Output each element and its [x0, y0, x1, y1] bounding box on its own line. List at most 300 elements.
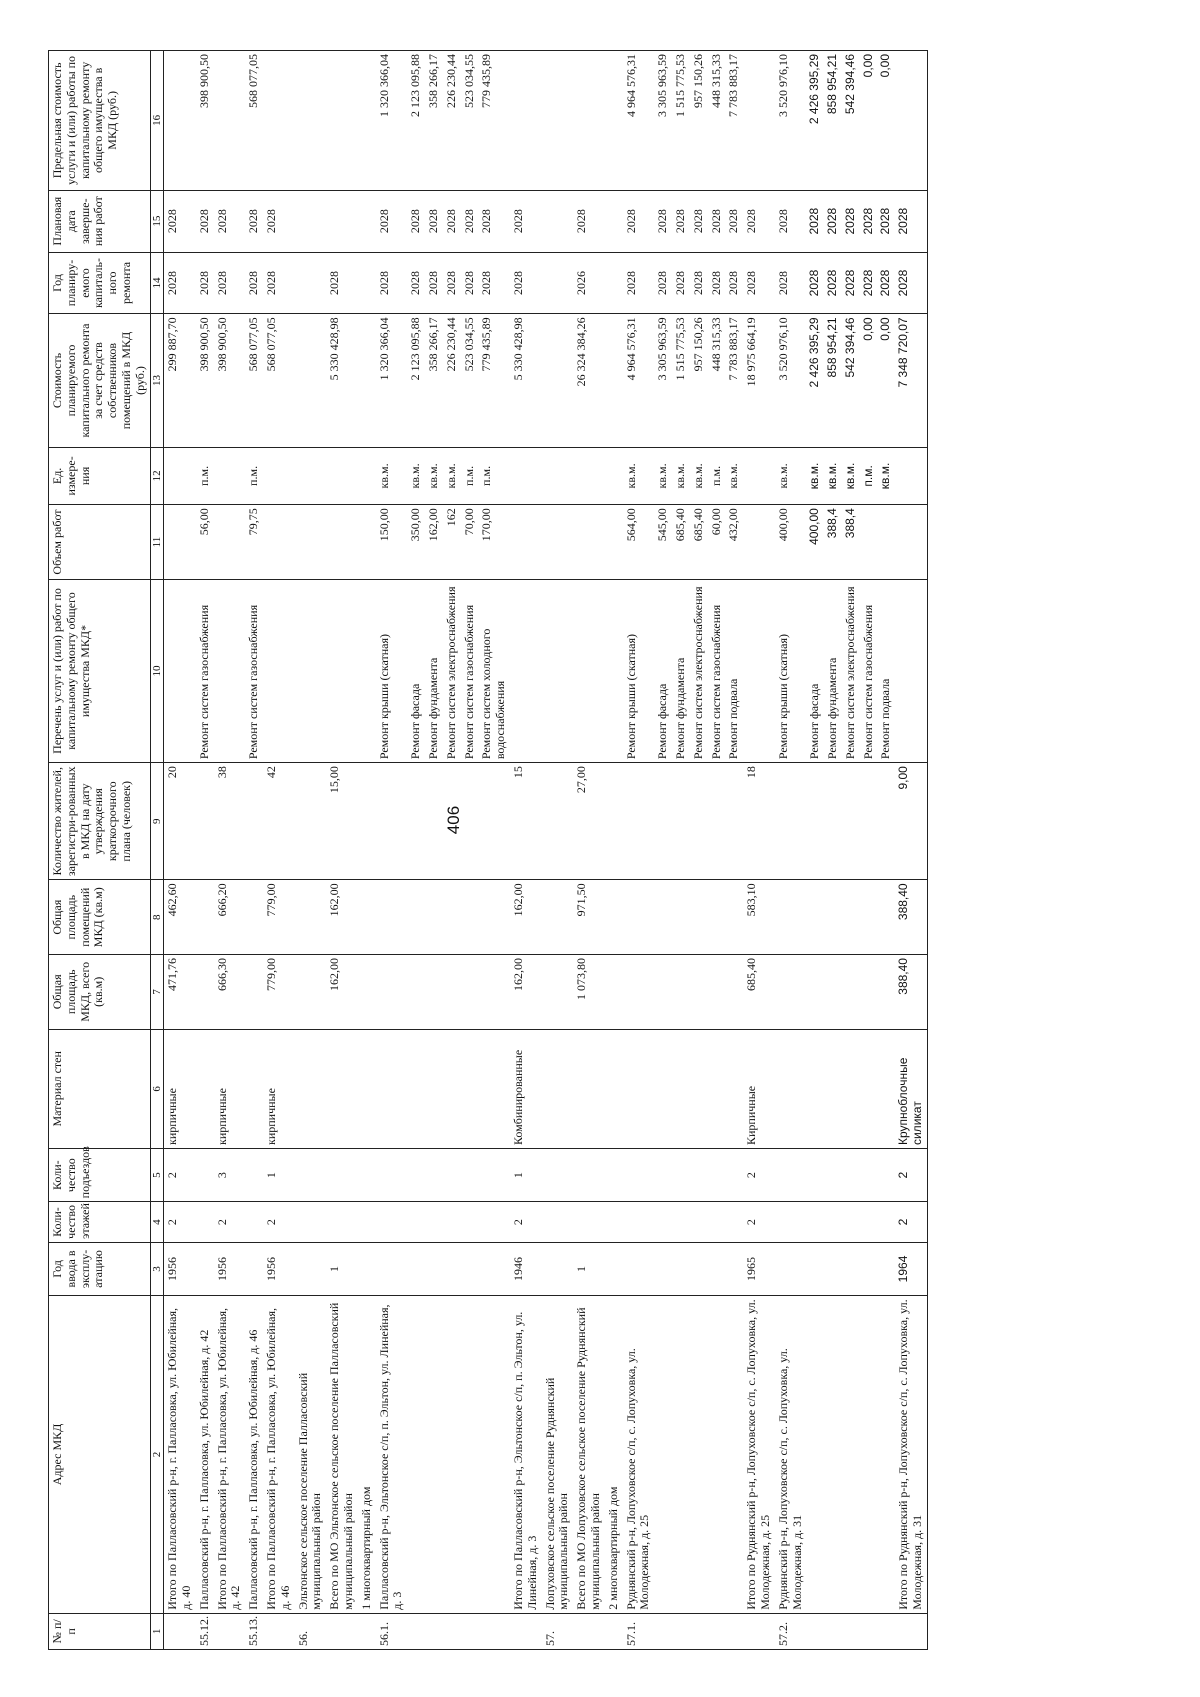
- wall-material: [708, 1029, 726, 1148]
- address-cell: Итого по Палласовский р-н, Эльтонское с/п, п. Эльтон, ул. Линейная, д. 3: [510, 1296, 542, 1614]
- column-number: 9: [150, 763, 164, 880]
- work-type: [295, 579, 327, 762]
- planned-cost: 398 900,50: [214, 314, 246, 447]
- row-number: [860, 1613, 878, 1649]
- unit: п.м.: [461, 447, 479, 505]
- row-number: [407, 1613, 425, 1649]
- completion-date: [326, 190, 358, 252]
- cost-limit: 1 320 366,04: [376, 51, 408, 191]
- work-type: Ремонт систем газоснабжения: [196, 579, 214, 762]
- planned-year: 2028: [690, 252, 708, 314]
- table-row: [573, 51, 605, 1650]
- column-header: Количество жителей, зарегистри-рованных в МКД на дату утверждения краткосрочного плана (человек): [49, 763, 151, 880]
- residents-count: [708, 763, 726, 880]
- row-number: [690, 1613, 708, 1649]
- entrances-count: [245, 1149, 263, 1202]
- wall-material: [690, 1029, 708, 1148]
- entrances-count: [842, 1149, 860, 1202]
- premises-area: [775, 880, 807, 955]
- table-row: [708, 51, 726, 1650]
- residents-count: [196, 763, 214, 880]
- address-cell: 2 многоквартирный дом: [605, 1296, 623, 1614]
- floors-count: [461, 1202, 479, 1243]
- total-area: [542, 955, 574, 1030]
- premises-area: [245, 880, 263, 955]
- work-volume: 170,00: [478, 505, 510, 580]
- planned-cost: [605, 314, 623, 447]
- wall-material: кирпичные: [164, 1029, 196, 1148]
- row-number: [672, 1613, 690, 1649]
- floors-count: [623, 1202, 655, 1243]
- floors-count: [860, 1202, 878, 1243]
- year-built: [376, 1242, 408, 1295]
- work-type: [358, 579, 376, 762]
- planned-cost: 26 324 384,26: [573, 314, 605, 447]
- entrances-count: 1: [263, 1149, 295, 1202]
- address-cell: Итого по Палласовский р-н, г. Палласовка, ул. Юбилейная, д. 42: [214, 1296, 246, 1614]
- unit: кв.м.: [690, 447, 708, 505]
- work-volume: [263, 505, 295, 580]
- cost-limit: [214, 51, 246, 191]
- floors-count: [842, 1202, 860, 1243]
- entrances-count: [376, 1149, 408, 1202]
- cost-limit: [164, 51, 196, 191]
- column-number: 4: [150, 1202, 164, 1243]
- planned-cost: [295, 314, 327, 447]
- planned-cost: 523 034,55: [461, 314, 479, 447]
- row-number: 56.1.: [376, 1613, 408, 1649]
- planned-year: 2028: [672, 252, 690, 314]
- wall-material: кирпичные: [214, 1029, 246, 1148]
- planned-cost: 542 394,46: [842, 314, 860, 447]
- premises-area: [425, 880, 443, 955]
- work-volume: 432,00: [725, 505, 743, 580]
- completion-date: 2028: [164, 190, 196, 252]
- residents-count: [877, 763, 895, 880]
- entrances-count: 3: [214, 1149, 246, 1202]
- floors-count: [708, 1202, 726, 1243]
- table-row: [478, 51, 510, 1650]
- work-volume: 388,4: [824, 505, 842, 580]
- planned-year: 2028: [425, 252, 443, 314]
- premises-area: [654, 880, 672, 955]
- planned-cost: 4 964 576,31: [623, 314, 655, 447]
- work-type: Ремонт систем холодного водоснабжения: [478, 579, 510, 762]
- wall-material: кирпичные: [263, 1029, 295, 1148]
- entrances-count: [775, 1149, 807, 1202]
- address-cell: Палласовский р-н, г. Палласовка, ул. Юбилейная, д. 46: [245, 1296, 263, 1614]
- work-volume: 564,00: [623, 505, 655, 580]
- planned-year: 2028: [510, 252, 542, 314]
- unit: [295, 447, 327, 505]
- wall-material: [407, 1029, 425, 1148]
- unit: кв.м.: [407, 447, 425, 505]
- total-area: 388,40: [895, 955, 927, 1030]
- column-number: 15: [150, 190, 164, 252]
- work-volume: 56,00: [196, 505, 214, 580]
- work-type: Ремонт систем электроснабжения: [690, 579, 708, 762]
- table-row: [263, 51, 295, 1650]
- residents-count: [672, 763, 690, 880]
- unit: п.м.: [478, 447, 510, 505]
- work-volume: [542, 505, 574, 580]
- address-cell: [690, 1296, 708, 1614]
- completion-date: 2028: [407, 190, 425, 252]
- work-type: Ремонт подвала: [877, 579, 895, 762]
- cost-limit: 1 515 775,53: [672, 51, 690, 191]
- unit: п.м.: [196, 447, 214, 505]
- wall-material: [842, 1029, 860, 1148]
- work-type: Ремонт систем электроснабжения: [443, 579, 461, 762]
- residents-count: [690, 763, 708, 880]
- address-cell: Руднянский р-н, Лопуховское с/п, с. Лопуховка, ул. Молодежная, д. 25: [623, 1296, 655, 1614]
- cost-limit: [573, 51, 605, 191]
- row-number: [743, 1613, 775, 1649]
- address-cell: 1 многоквартирный дом: [358, 1296, 376, 1614]
- work-volume: 350,00: [407, 505, 425, 580]
- wall-material: Кирпичные: [743, 1029, 775, 1148]
- cost-limit: [510, 51, 542, 191]
- entrances-count: [295, 1149, 327, 1202]
- planned-cost: 0,00: [860, 314, 878, 447]
- total-area: [708, 955, 726, 1030]
- address-cell: [654, 1296, 672, 1614]
- premises-area: 583,10: [743, 880, 775, 955]
- column-header: Объем работ: [49, 505, 151, 580]
- planned-year: 2028: [376, 252, 408, 314]
- wall-material: [461, 1029, 479, 1148]
- total-area: [245, 955, 263, 1030]
- row-number: 57.2.: [775, 1613, 807, 1649]
- wall-material: [542, 1029, 574, 1148]
- planned-year: [605, 252, 623, 314]
- work-type: Ремонт систем газоснабжения: [708, 579, 726, 762]
- premises-area: [196, 880, 214, 955]
- table-row: [443, 51, 461, 1650]
- row-number: 55.12.: [196, 1613, 214, 1649]
- unit: кв.м.: [725, 447, 743, 505]
- table-row: [842, 51, 860, 1650]
- year-built: [860, 1242, 878, 1295]
- year-built: 1946: [510, 1242, 542, 1295]
- work-volume: [877, 505, 895, 580]
- cost-limit: 3 520 976,10: [775, 51, 807, 191]
- table-row: [806, 51, 824, 1650]
- row-number: [164, 1613, 196, 1649]
- premises-area: [725, 880, 743, 955]
- entrances-count: [478, 1149, 510, 1202]
- cost-limit: [743, 51, 775, 191]
- cost-limit: 3 305 963,59: [654, 51, 672, 191]
- year-built: [425, 1242, 443, 1295]
- floors-count: [806, 1202, 824, 1243]
- completion-date: 2028: [775, 190, 807, 252]
- residents-count: [860, 763, 878, 880]
- total-area: [358, 955, 376, 1030]
- column-header: Общая площадь помещений МКД (кв.м): [49, 880, 151, 955]
- row-number: [605, 1613, 623, 1649]
- unit: [214, 447, 246, 505]
- cost-limit: 779 435,89: [478, 51, 510, 191]
- entrances-count: [860, 1149, 878, 1202]
- planned-cost: 3 520 976,10: [775, 314, 807, 447]
- cost-limit: [263, 51, 295, 191]
- unit: кв.м.: [877, 447, 895, 505]
- work-volume: 162: [443, 505, 461, 580]
- work-type: [510, 579, 542, 762]
- row-number: [573, 1613, 605, 1649]
- wall-material: [295, 1029, 327, 1148]
- floors-count: 2: [263, 1202, 295, 1243]
- wall-material: [478, 1029, 510, 1148]
- total-area: [376, 955, 408, 1030]
- premises-area: [806, 880, 824, 955]
- completion-date: [542, 190, 574, 252]
- year-built: [443, 1242, 461, 1295]
- cost-limit: [605, 51, 623, 191]
- completion-date: 2028: [214, 190, 246, 252]
- planned-year: 2028: [708, 252, 726, 314]
- wall-material: Крупноблочные силикат: [895, 1029, 927, 1148]
- row-number: [824, 1613, 842, 1649]
- work-volume: [358, 505, 376, 580]
- table-row: [775, 51, 807, 1650]
- wall-material: [725, 1029, 743, 1148]
- total-area: [654, 955, 672, 1030]
- planned-year: 2028: [407, 252, 425, 314]
- work-type: Ремонт фундамента: [672, 579, 690, 762]
- completion-date: 2028: [443, 190, 461, 252]
- work-volume: 545,00: [654, 505, 672, 580]
- address-cell: [842, 1296, 860, 1614]
- floors-count: [425, 1202, 443, 1243]
- planned-cost: 1 320 366,04: [376, 314, 408, 447]
- work-type: Ремонт систем газоснабжения: [860, 579, 878, 762]
- table-row: [824, 51, 842, 1650]
- year-built: [877, 1242, 895, 1295]
- completion-date: [358, 190, 376, 252]
- address-cell: Лопуховское сельское поселение Руднянский муниципальный район: [542, 1296, 574, 1614]
- premises-area: [690, 880, 708, 955]
- planned-cost: 568 077,05: [245, 314, 263, 447]
- cost-limit: 568 077,05: [245, 51, 263, 191]
- residents-count: 20: [164, 763, 196, 880]
- planned-year: 2028: [263, 252, 295, 314]
- completion-date: 2028: [842, 190, 860, 252]
- wall-material: [824, 1029, 842, 1148]
- completion-date: 2028: [478, 190, 510, 252]
- row-number: [806, 1613, 824, 1649]
- wall-material: [245, 1029, 263, 1148]
- floors-count: [196, 1202, 214, 1243]
- planned-cost: 18 975 664,19: [743, 314, 775, 447]
- premises-area: [860, 880, 878, 955]
- unit: кв.м.: [443, 447, 461, 505]
- column-number: 13: [150, 314, 164, 447]
- work-volume: [164, 505, 196, 580]
- premises-area: [443, 880, 461, 955]
- cost-limit: [295, 51, 327, 191]
- work-type: [895, 579, 927, 762]
- cost-limit: 2 123 095,88: [407, 51, 425, 191]
- residents-count: [725, 763, 743, 880]
- cost-limit: 226 230,44: [443, 51, 461, 191]
- completion-date: 2028: [806, 190, 824, 252]
- table-row: [690, 51, 708, 1650]
- premises-area: [478, 880, 510, 955]
- work-type: Ремонт фасада: [407, 579, 425, 762]
- address-cell: [806, 1296, 824, 1614]
- planned-year: 2028: [443, 252, 461, 314]
- work-volume: 162,00: [425, 505, 443, 580]
- floors-count: [654, 1202, 672, 1243]
- year-built: [295, 1242, 327, 1295]
- total-area: 666,30: [214, 955, 246, 1030]
- column-number: 6: [150, 1029, 164, 1148]
- residents-count: 42: [263, 763, 295, 880]
- column-header: Стоимость планируемого капитального ремонта за счет средств собственников помещений в МКД (руб.): [49, 314, 151, 447]
- premises-area: 162,00: [510, 880, 542, 955]
- planned-cost: [542, 314, 574, 447]
- total-area: [196, 955, 214, 1030]
- floors-count: 2: [164, 1202, 196, 1243]
- completion-date: 2028: [263, 190, 295, 252]
- planned-cost: 858 954,21: [824, 314, 842, 447]
- cost-limit: 448 315,33: [708, 51, 726, 191]
- column-number: 3: [150, 1242, 164, 1295]
- planned-cost: [358, 314, 376, 447]
- planned-cost: 1 515 775,53: [672, 314, 690, 447]
- premises-area: 462,60: [164, 880, 196, 955]
- page-number: 406: [444, 805, 463, 835]
- residents-count: [806, 763, 824, 880]
- total-area: 779,00: [263, 955, 295, 1030]
- year-built: [478, 1242, 510, 1295]
- table-row: [407, 51, 425, 1650]
- work-type: [326, 579, 358, 762]
- row-number: [443, 1613, 461, 1649]
- entrances-count: 1: [510, 1149, 542, 1202]
- cost-limit: 4 964 576,31: [623, 51, 655, 191]
- entrances-count: [443, 1149, 461, 1202]
- premises-area: [824, 880, 842, 955]
- residents-count: [295, 763, 327, 880]
- cost-limit: 398 900,50: [196, 51, 214, 191]
- planned-cost: 2 426 395,29: [806, 314, 824, 447]
- floors-count: [245, 1202, 263, 1243]
- cost-limit: [358, 51, 376, 191]
- total-area: [605, 955, 623, 1030]
- premises-area: [542, 880, 574, 955]
- wall-material: Комбинированные: [510, 1029, 542, 1148]
- residents-count: [358, 763, 376, 880]
- planned-cost: 5 330 428,98: [326, 314, 358, 447]
- planned-year: 2028: [196, 252, 214, 314]
- completion-date: 2028: [708, 190, 726, 252]
- unit: [605, 447, 623, 505]
- entrances-count: [672, 1149, 690, 1202]
- unit: [542, 447, 574, 505]
- planned-cost: 448 315,33: [708, 314, 726, 447]
- column-header: Адрес МКД: [49, 1296, 151, 1614]
- residents-count: 15,00: [326, 763, 358, 880]
- cost-limit: 0,00: [877, 51, 895, 191]
- residents-count: [654, 763, 672, 880]
- planned-cost: 358 266,17: [425, 314, 443, 447]
- total-area: [877, 955, 895, 1030]
- year-built: 1956: [263, 1242, 295, 1295]
- unit: [263, 447, 295, 505]
- floors-count: [443, 1202, 461, 1243]
- planned-cost: 568 077,05: [263, 314, 295, 447]
- completion-date: 2028: [860, 190, 878, 252]
- unit: [510, 447, 542, 505]
- work-volume: 685,40: [672, 505, 690, 580]
- completion-date: 2028: [743, 190, 775, 252]
- floors-count: [824, 1202, 842, 1243]
- year-built: 1965: [743, 1242, 775, 1295]
- column-header: Ед. измере-ния: [49, 447, 151, 505]
- unit: [895, 447, 927, 505]
- total-area: [461, 955, 479, 1030]
- table-row: [623, 51, 655, 1650]
- residents-count: 38: [214, 763, 246, 880]
- cost-limit: 358 266,17: [425, 51, 443, 191]
- work-volume: 60,00: [708, 505, 726, 580]
- work-type: [542, 579, 574, 762]
- premises-area: [295, 880, 327, 955]
- completion-date: 2028: [623, 190, 655, 252]
- wall-material: [806, 1029, 824, 1148]
- planned-year: 2028: [725, 252, 743, 314]
- unit: кв.м.: [824, 447, 842, 505]
- address-cell: [877, 1296, 895, 1614]
- floors-count: [725, 1202, 743, 1243]
- floors-count: [478, 1202, 510, 1243]
- address-cell: Всего по МО Лопуховское сельское поселение Руднянский муниципальный район: [573, 1296, 605, 1614]
- column-header: № п/п: [49, 1613, 151, 1649]
- work-volume: 70,00: [461, 505, 479, 580]
- work-type: [573, 579, 605, 762]
- residents-count: 9,00: [895, 763, 927, 880]
- year-built: [690, 1242, 708, 1295]
- floors-count: 2: [743, 1202, 775, 1243]
- column-header: Плановая дата заверше-ния работ: [49, 190, 151, 252]
- table-row: [860, 51, 878, 1650]
- planned-year: [295, 252, 327, 314]
- planned-year: 2028: [877, 252, 895, 314]
- unit: кв.м.: [376, 447, 408, 505]
- unit: кв.м.: [842, 447, 860, 505]
- total-area: [824, 955, 842, 1030]
- premises-area: [358, 880, 376, 955]
- work-volume: [895, 505, 927, 580]
- address-cell: Руднянский р-н, Лопуховское с/п, с. Лопуховка, ул. Молодежная, д. 31: [775, 1296, 807, 1614]
- year-built: [623, 1242, 655, 1295]
- residents-count: 18: [743, 763, 775, 880]
- planned-year: 2028: [214, 252, 246, 314]
- address-cell: [407, 1296, 425, 1614]
- total-area: 685,40: [743, 955, 775, 1030]
- work-volume: 685,40: [690, 505, 708, 580]
- entrances-count: [806, 1149, 824, 1202]
- total-area: [672, 955, 690, 1030]
- year-built: [542, 1242, 574, 1295]
- total-area: [860, 955, 878, 1030]
- planned-cost: 2 123 095,88: [407, 314, 425, 447]
- column-number-row: [150, 51, 164, 1650]
- table-row: [326, 51, 358, 1650]
